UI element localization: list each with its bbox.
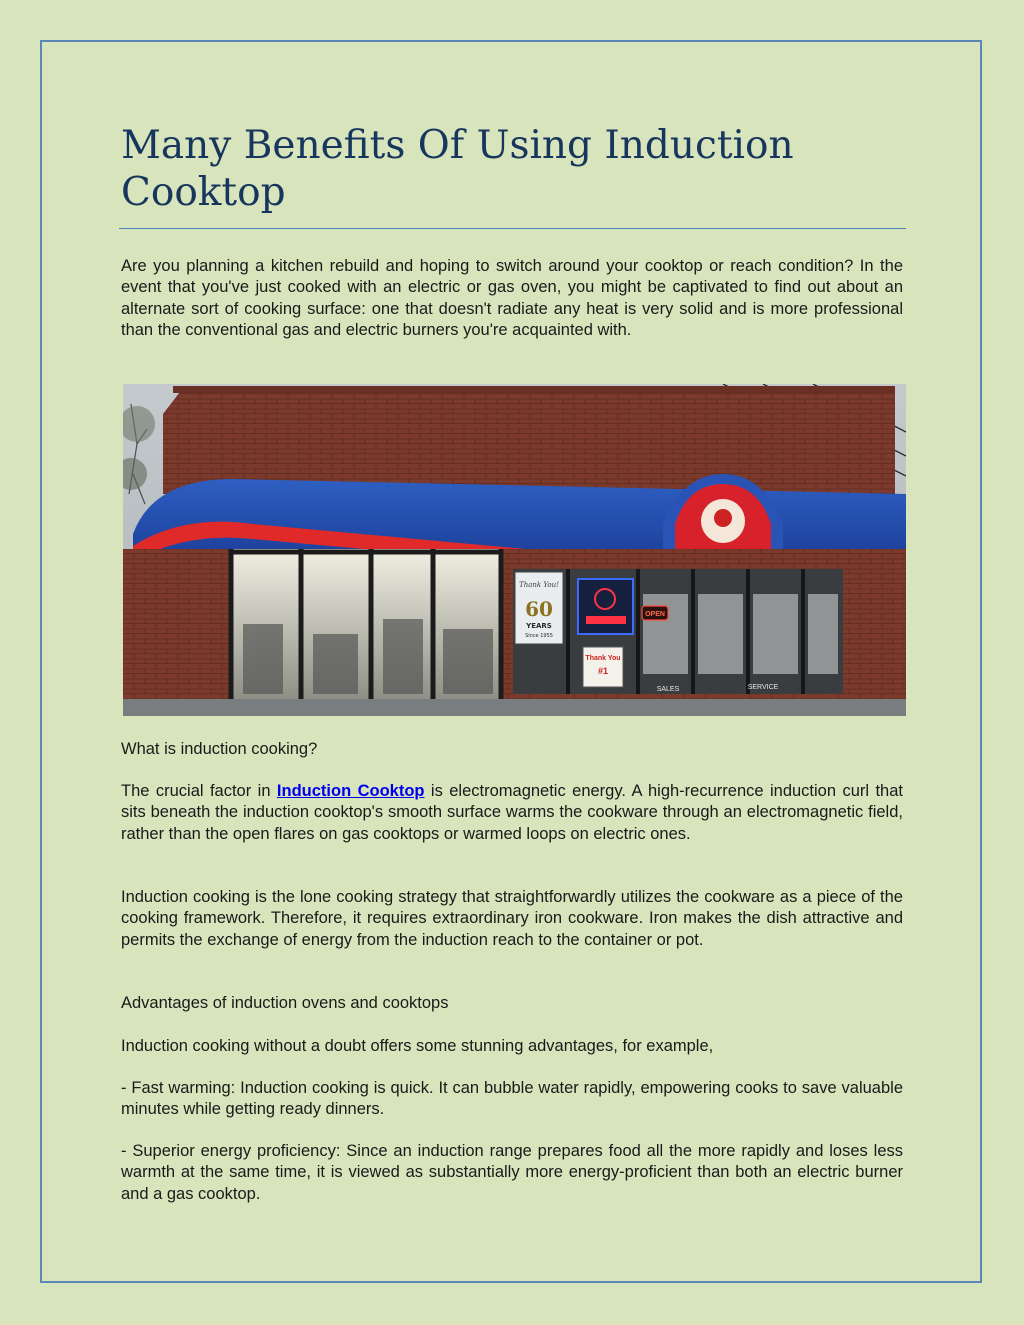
sign-open: OPEN xyxy=(645,611,665,618)
sign-60-line2: YEARS xyxy=(526,622,552,630)
sign-60-line3: Since 1955 xyxy=(525,633,553,639)
advantages-intro: Induction cooking without a doubt offers some stunning advantages, for example, xyxy=(121,1037,714,1055)
sign-60-number: 60 xyxy=(525,597,553,621)
section-heading-advantages: Advantages of induction ovens and cooktops xyxy=(121,994,449,1012)
sign-thank-line1: Thank You xyxy=(585,655,621,662)
sign-60-line1: Thank You! xyxy=(519,581,559,589)
section-heading-what-is: What is induction cooking? xyxy=(121,740,318,758)
window-service-text: SERVICE xyxy=(747,684,779,691)
paragraph-electromagnetic xyxy=(121,781,903,845)
sign-thank-line2: #1 xyxy=(597,666,609,676)
storefront-photo xyxy=(123,384,906,716)
title-divider xyxy=(119,228,906,229)
induction-cooktop-link[interactable]: Induction Cooktop xyxy=(276,782,425,800)
paragraph-text-after-link: is electromagnetic energy. A high-recurrence induction curl that sits beneath the induction cooktop's smooth surface warms the cookware through an electromagnetic field, rather than the open flares on gas cooktops or warmed loops on electric ones. xyxy=(121,782,903,843)
paragraph-text-before-link: The crucial factor in xyxy=(121,782,277,800)
intro-paragraph: Are you planning a kitchen rebuild and hoping to switch around your cooktop or reach condition? In the event that you've just cooked with an electric or gas oven, you might be captivated to find out about an alternate sort of cooking surface: one that doesn't radiate any heat is very solid and is more professional than the conventional gas and electric burners you're acquainted with. xyxy=(121,257,903,339)
bullet-fast-warming: - Fast warming: Induction cooking is quick. It can bubble water rapidly, empowering cooks to save valuable minutes while getting ready dinners. xyxy=(121,1079,903,1119)
page-title: Many Benefits Of Using Induction Cooktop xyxy=(121,123,794,215)
window-sales-text: SALES xyxy=(656,686,680,693)
paragraph-iron-cookware: Induction cooking is the lone cooking strategy that straightforwardly utilizes the cookware as a piece of the cooking framework. Therefore, it requires extraordinary iron cookware. Iron makes the dish attractive and permits the exchange of energy from the induction reach to the container or pot. xyxy=(121,888,903,949)
bullet-energy-proficiency: - Superior energy proficiency: Since an induction range prepares food all the more rapidly and loses less warmth at the same time, it is viewed as substantially more energy-proficient than both an electric burner and a gas cooktop. xyxy=(121,1142,903,1203)
